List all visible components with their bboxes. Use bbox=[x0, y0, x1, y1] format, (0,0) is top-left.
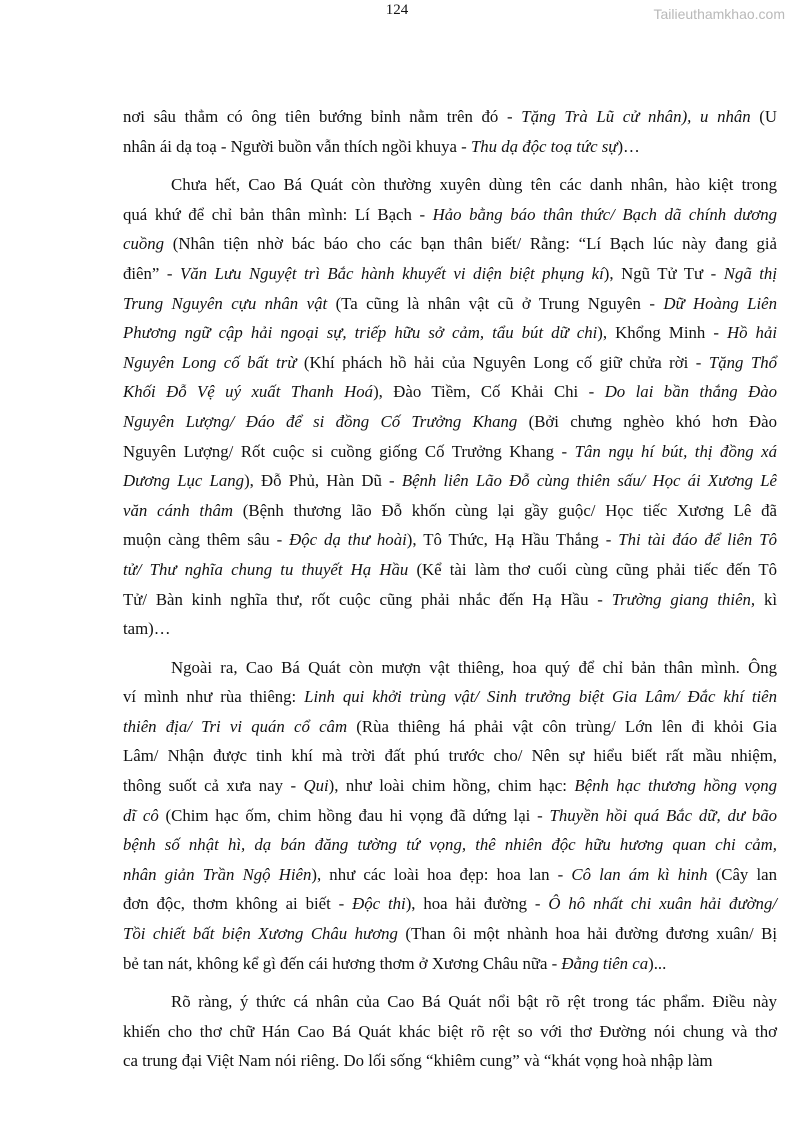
text-line bbox=[123, 585, 777, 615]
italic-text: Văn Lưu Nguyệt trì Bắc hành khuyết vi diện biệt phụng kí bbox=[179, 263, 604, 283]
text-run: Lâm/ Nhận được tinh khí mà trời đất phú trước cho/ Nên sự hiểu biết rất mầu nhiệm, bbox=[123, 746, 777, 766]
text-run: ), Đỗ Phủ, Hàn Dũ - bbox=[244, 471, 402, 491]
text-line bbox=[123, 771, 777, 801]
text-line bbox=[123, 102, 777, 132]
document-body bbox=[123, 102, 777, 1076]
text-line bbox=[123, 259, 777, 289]
text-line bbox=[123, 496, 777, 526]
text-run: (Chim hạc ốm, chim hồng đau hi vọng đã dứng lại - bbox=[158, 805, 550, 825]
text-line bbox=[123, 200, 777, 230]
italic-text: bệnh số nhật hì, dạ bán đăng tường tứ vọng, thê nhiên độc hữu hương quan chi cảm, bbox=[123, 835, 777, 855]
text-run: )… bbox=[617, 136, 640, 156]
italic-text: Cô lan ám kì hinh bbox=[571, 864, 708, 884]
text-line bbox=[123, 170, 777, 200]
text-line bbox=[123, 919, 777, 949]
text-line bbox=[123, 377, 777, 407]
text-line bbox=[123, 614, 777, 644]
text-run: ), Ngũ Tử Tư - bbox=[603, 263, 724, 283]
text-run: đơn độc, thơm không ai biết - bbox=[123, 894, 353, 914]
italic-text: Hảo bằng báo thân thức/ Bạch dã chính dương bbox=[432, 204, 777, 224]
paragraph-gap bbox=[123, 978, 777, 987]
text-line bbox=[123, 407, 777, 437]
italic-text: Thuyền hồi quá Bắc dữ, dư bão bbox=[549, 805, 777, 825]
italic-text: tử/ Thư nghĩa chung tu thuyết Hạ Hầu bbox=[123, 559, 409, 579]
text-run: muộn càng thêm sâu - bbox=[123, 530, 290, 550]
text-run: Ngoài ra, Cao Bá Quát còn mượn vật thiêng, hoa quý để chỉ bản thân mình. Ông bbox=[171, 657, 777, 677]
italic-text: Qui bbox=[303, 776, 329, 796]
italic-text: Nguyên Lượng/ Đáo để si đồng Cố Trưởng Khang bbox=[123, 411, 518, 431]
text-line bbox=[123, 741, 777, 771]
text-line bbox=[123, 682, 777, 712]
italic-text: Trường giang thiên, bbox=[611, 589, 756, 609]
italic-text: Trung Nguyên cựu nhân vật bbox=[123, 293, 328, 313]
italic-text: Do lai bần thắng Đào bbox=[604, 382, 777, 402]
text-run: Nguyên Lượng/ Rốt cuộc si cuồng giống Cố Trưởng Khang - bbox=[123, 441, 575, 461]
text-line bbox=[123, 987, 777, 1017]
text-run: ví mình như rùa thiêng: bbox=[123, 687, 305, 707]
text-line bbox=[123, 289, 777, 319]
italic-text: Ngã thị bbox=[723, 263, 777, 283]
text-line bbox=[123, 525, 777, 555]
text-run: (Khí phách hồ hải của Nguyên Long cố giữ chửa rời - bbox=[296, 352, 709, 372]
text-run: ), Đào Tiềm, Cố Khải Chi - bbox=[373, 382, 605, 402]
text-line bbox=[123, 555, 777, 585]
watermark: Tailieuthamkhao.com bbox=[653, 6, 785, 22]
text-run: Rõ ràng, ý thức cá nhân của Cao Bá Quát nổi bật rõ rệt trong tác phẩm. Điều này bbox=[171, 992, 777, 1012]
italic-text: Ô hô nhất chi xuân hải đường/ bbox=[548, 894, 777, 914]
text-run: (Rùa thiêng há phải vật côn trùng/ Lớn lên đi khỏi Gia bbox=[347, 716, 778, 736]
italic-text: văn cánh thâm bbox=[123, 500, 233, 520]
text-line bbox=[123, 653, 777, 683]
italic-text: Độc thi bbox=[352, 894, 406, 914]
text-run: tam)… bbox=[123, 619, 171, 639]
text-run: ), như các loài hoa đẹp: hoa lan - bbox=[311, 864, 572, 884]
text-run: (Ta cũng là nhân vật cũ ở Trung Nguyên - bbox=[327, 293, 664, 313]
text-run: thông suốt cả xưa nay - bbox=[123, 776, 304, 796]
text-run: ca trung đại Việt Nam nói riêng. Do lối sống “khiêm cung” và “khát vọng hoà nhập làm bbox=[123, 1051, 713, 1071]
italic-text: Tặng Trà Lũ cử nhân), u nhân bbox=[521, 107, 751, 126]
text-run: (Cây lan bbox=[707, 864, 777, 884]
italic-text: Dương Lục Lang bbox=[123, 471, 245, 491]
text-run: ), hoa hải đường - bbox=[405, 894, 549, 914]
paragraph bbox=[123, 102, 777, 161]
italic-text: Phương ngữ cập hải ngoại sự, triếp hữu sở cảm, tẩu bút dữ chi bbox=[123, 323, 598, 343]
text-run: (U bbox=[750, 107, 778, 126]
italic-text: cuồng bbox=[123, 234, 165, 254]
paragraph bbox=[123, 170, 777, 644]
text-line bbox=[123, 1017, 777, 1047]
text-line bbox=[123, 830, 777, 860]
text-run: điên” - bbox=[123, 263, 180, 283]
paragraph bbox=[123, 653, 777, 979]
text-run: Tử/ Bàn kinh nghĩa thư, rốt cuộc cũng phải nhắc đến Hạ Hầu - bbox=[123, 589, 612, 609]
italic-text: Tân ngụ hí bút, thị đồng xá bbox=[574, 441, 777, 461]
text-run: khiến cho thơ chữ Hán Cao Bá Quát khác biệt rõ rệt so với thơ Đường nói chung và thơ bbox=[123, 1021, 777, 1041]
text-line bbox=[123, 860, 777, 890]
italic-text: Bệnh liên Lão Đỗ cùng thiên sấu/ Học ái Xương Lê bbox=[401, 471, 778, 491]
text-line bbox=[123, 1046, 777, 1076]
text-run: nơi sâu thẳm có ông tiên bướng bỉnh nằm trên đó - bbox=[123, 107, 522, 126]
text-run: (Kể tài làm thơ cuối cùng cũng phải tiếc đến Tô bbox=[408, 559, 777, 579]
text-run: ), Khổng Minh - bbox=[597, 323, 727, 343]
italic-text: Dữ Hoàng Liên bbox=[663, 293, 777, 313]
italic-text: Hồ hải bbox=[726, 323, 778, 343]
text-run: ), Tô Thức, Hạ Hầu Thắng - bbox=[406, 530, 619, 550]
text-run: )... bbox=[648, 953, 667, 973]
paragraph-gap bbox=[123, 644, 777, 653]
text-run: (Nhân tiện nhờ bác báo cho các bạn thân biết/ Rằng: “Lí Bạch lúc này đang giả bbox=[164, 234, 777, 254]
text-run: (Than ôi một nhành hoa hải đường đương xuân/ Bị bbox=[397, 924, 778, 944]
text-line bbox=[123, 949, 777, 979]
italic-text: Tặng Thổ bbox=[708, 352, 777, 372]
text-line bbox=[123, 712, 777, 742]
text-run: ), như loài chim hồng, chim hạc: bbox=[328, 776, 575, 796]
text-line bbox=[123, 318, 777, 348]
italic-text: Tồi chiết bất biện Xương Châu hương bbox=[123, 924, 398, 944]
text-run: (Bởi chưng nghèo khó hơn Đào bbox=[517, 411, 777, 431]
italic-text: Thu dạ độc toạ tức sự bbox=[470, 136, 618, 156]
page-number: 124 bbox=[385, 2, 409, 18]
text-line bbox=[123, 348, 777, 378]
text-run: quá khứ để chỉ bản thân mình: Lí Bạch - bbox=[123, 204, 433, 224]
italic-text: Bệnh hạc thương hồng vọng bbox=[574, 776, 777, 796]
text-run: bẻ tan nát, không kể gì đến cái hương thơm ở Xương Châu nữa - bbox=[123, 953, 562, 973]
italic-text: Linh qui khởi trùng vật/ Sinh trưởng biệt Gia Lâm/ Đắc khí tiên bbox=[304, 687, 777, 707]
paragraph bbox=[123, 987, 777, 1076]
text-line bbox=[123, 466, 777, 496]
text-run: kì bbox=[755, 589, 778, 609]
text-line bbox=[123, 229, 777, 259]
text-run: nhân ái dạ toạ - Người buồn vẫn thích ngồi khuya - bbox=[123, 136, 471, 156]
italic-text: Thi tài đáo để liên Tô bbox=[618, 530, 777, 550]
italic-text: dĩ cô bbox=[123, 805, 159, 825]
italic-text: nhân giản Trần Ngộ Hiên bbox=[123, 864, 312, 884]
italic-text: Đằng tiên ca bbox=[561, 953, 649, 973]
text-line bbox=[123, 437, 777, 467]
text-run: (Bệnh thương lão Đỗ khốn cùng lại gầy guộc/ Học tiếc Xương Lê đã bbox=[233, 500, 777, 520]
text-run: Chưa hết, Cao Bá Quát còn thường xuyên dùng tên các danh nhân, hào kiệt trong bbox=[171, 175, 777, 195]
text-line bbox=[123, 889, 777, 919]
text-line bbox=[123, 801, 777, 831]
italic-text: thiên địa/ Tri vi quán cổ câm bbox=[123, 716, 348, 736]
italic-text: Độc dạ thư hoài bbox=[289, 530, 407, 550]
italic-text: Khối Đỗ Vệ uý xuất Thanh Hoá bbox=[123, 382, 374, 402]
paragraph-gap bbox=[123, 161, 777, 170]
text-line bbox=[123, 132, 777, 162]
italic-text: Nguyên Long cố bất trừ bbox=[123, 352, 297, 372]
